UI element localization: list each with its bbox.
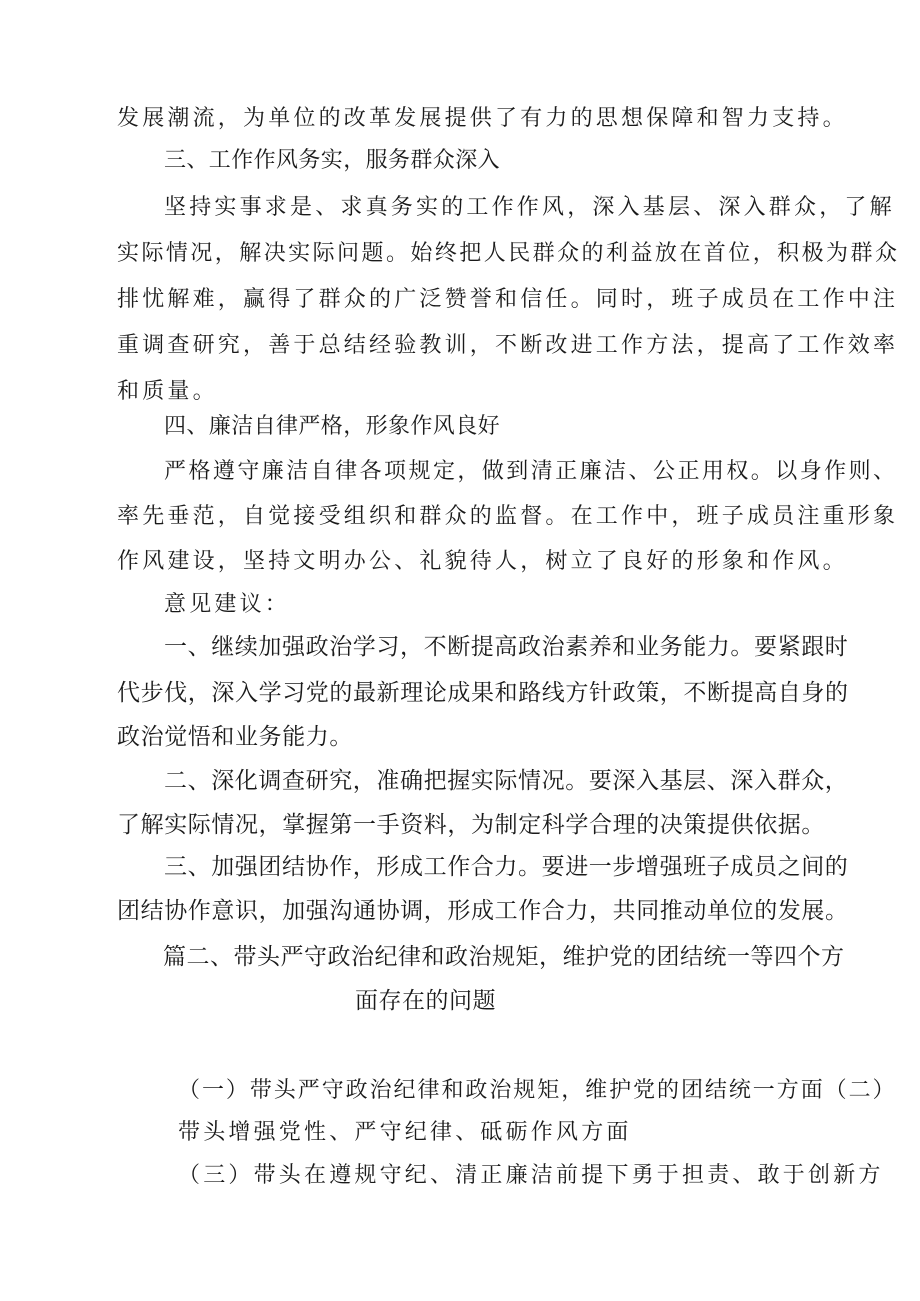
paragraph-line: 率先垂范，自觉接受组织和群众的监督。在工作中，班子成员注重形象 — [117, 504, 899, 529]
suggestions-label: 意见建议： — [164, 592, 291, 617]
outline-line: 带头增强党性、严守纪律、砥砺作风方面 — [178, 1120, 632, 1145]
paragraph-line: 严格遵守廉洁自律各项规定，做到清正廉洁、公正用权。以身作则、 — [164, 459, 898, 484]
paragraph-line: 重调查研究，善于总结经验教训，不断改进工作方法，提高了工作效率 — [117, 333, 899, 358]
suggestion-line: 了解实际情况，掌握第一手资料，为制定科学合理的决策提供依据。 — [117, 812, 825, 838]
suggestion-line: 二、深化调查研究，准确把握实际情况。要深入基层、深入群众， — [164, 768, 849, 794]
suggestion-line: 三、加强团结协作，形成工作合力。要进一步增强班子成员之间的 — [164, 854, 849, 880]
paragraph-line: 排忧解难，赢得了群众的广泛赞誉和信任。同时，班子成员在工作中注 — [117, 287, 899, 312]
paragraph-line: 实际情况，解决实际问题。始终把人民群众的利益放在首位，积极为群众 — [117, 241, 900, 266]
paragraph-line: 发展潮流，为单位的改革发展提供了有力的思想保障和智力支持。 — [117, 106, 848, 131]
outline-line: （一）带头严守政治纪律和政治规矩，维护党的团结统一方面（二） — [178, 1078, 897, 1103]
suggestion-line: 代步伐，深入学习党的最新理论成果和路线方针政策，不断提高自身的 — [117, 680, 849, 706]
suggestion-line: 政治觉悟和业务能力。 — [117, 724, 353, 750]
part-title: 面存在的问题 — [355, 988, 496, 1014]
suggestion-line: 一、继续加强政治学习，不断提高政治素养和业务能力。要紧跟时 — [164, 634, 849, 660]
outline-line: （三）带头在遵规守纪、清正廉洁前提下勇于担责、敢于创新方 — [178, 1163, 884, 1188]
paragraph-line: 和质量。 — [117, 379, 218, 404]
paragraph-line: 坚持实事求是、求真务实的工作作风，深入基层、深入群众，了解 — [164, 195, 895, 220]
paragraph-line: 作风建设，坚持文明办公、礼貌待人，树立了良好的形象和作风。 — [117, 549, 848, 574]
suggestion-line: 团结协作意识，加强沟通协调，形成工作合力，共同推动单位的发展。 — [117, 898, 849, 924]
part-title: 篇二、带头严守政治纪律和政治规矩，维护党的团结统一等四个方 — [163, 944, 845, 970]
section-heading: 三、工作作风务实，服务群众深入 — [164, 148, 501, 173]
section-heading: 四、廉洁自律严格，形象作风良好 — [164, 414, 501, 439]
